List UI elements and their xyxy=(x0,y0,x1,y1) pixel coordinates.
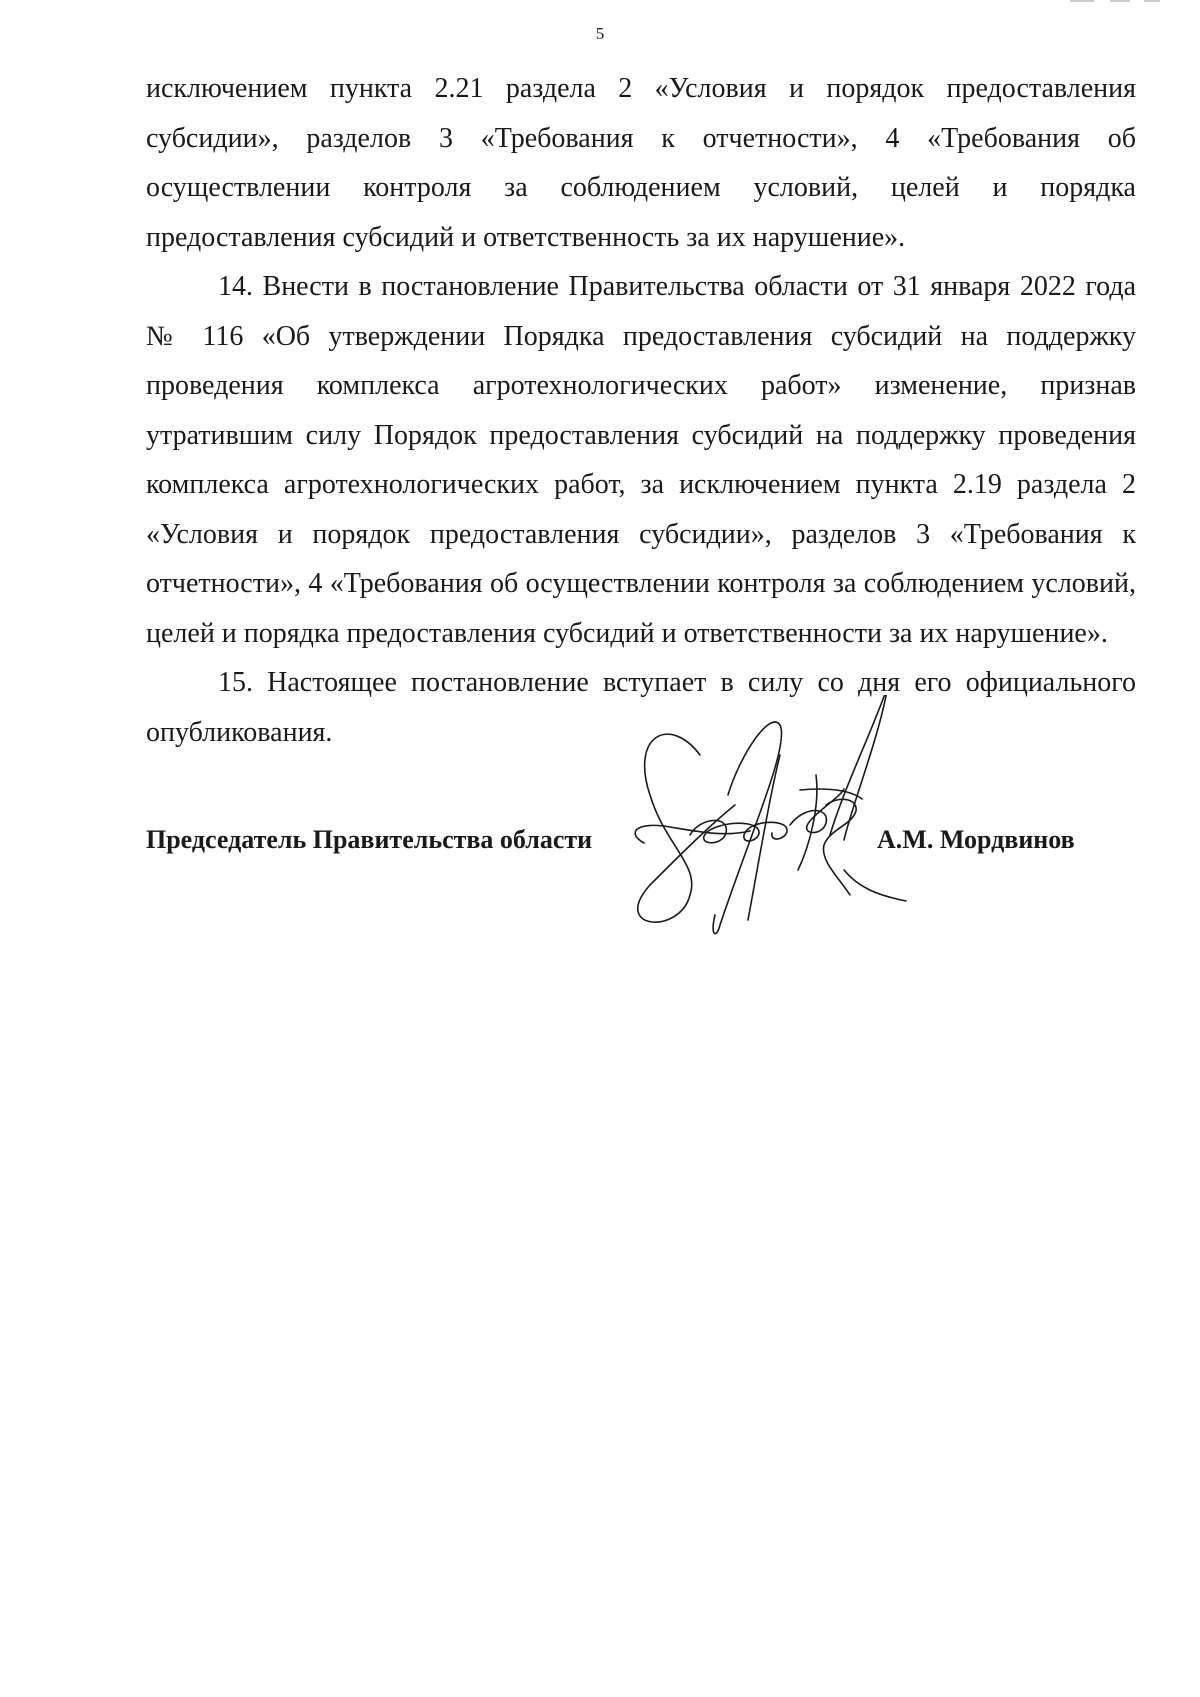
scan-edge-mark xyxy=(1070,0,1160,4)
document-body xyxy=(146,64,1136,757)
paragraph-item-15: 15. Настоящее постановление вступает в силу со дня его официального опубликования. xyxy=(146,667,1136,748)
signatory-position: Председатель Правительства области xyxy=(146,825,593,854)
paragraph-continuation: исключением пункта 2.21 раздела 2 «Условия и порядок предоставления субсидии», разделов 3 «Требования к отчетности», 4 «Требования об осуществлении контроля за соблюдением условий, целей и порядка предоставления субсидий и ответственность за их нарушение». xyxy=(146,73,1136,253)
page-number: 5 xyxy=(595,24,605,43)
handwritten-signature xyxy=(630,695,910,940)
paragraph-item-14: 14. Внести в постановление Правительства области от 31 января 2022 года № 116 «Об утверждении Порядка предоставления субсидий на поддержку проведения комплекса агротехнологических работ» изменение, признав утратившим силу Порядок предоставления субсидий на поддержку проведения комплекса агротехнологических работ, за исключением пункта 2.19 раздела 2 «Условия и порядок предоставления субсидии», разделов 3 «Требования к отчетности», 4 «Требования об осуществлении контроля за соблюдением условий, целей и порядка предоставления субсидий и ответственности за их нарушение». xyxy=(146,271,1136,649)
signatory-name: А.М. Мордвинов xyxy=(877,825,1075,854)
